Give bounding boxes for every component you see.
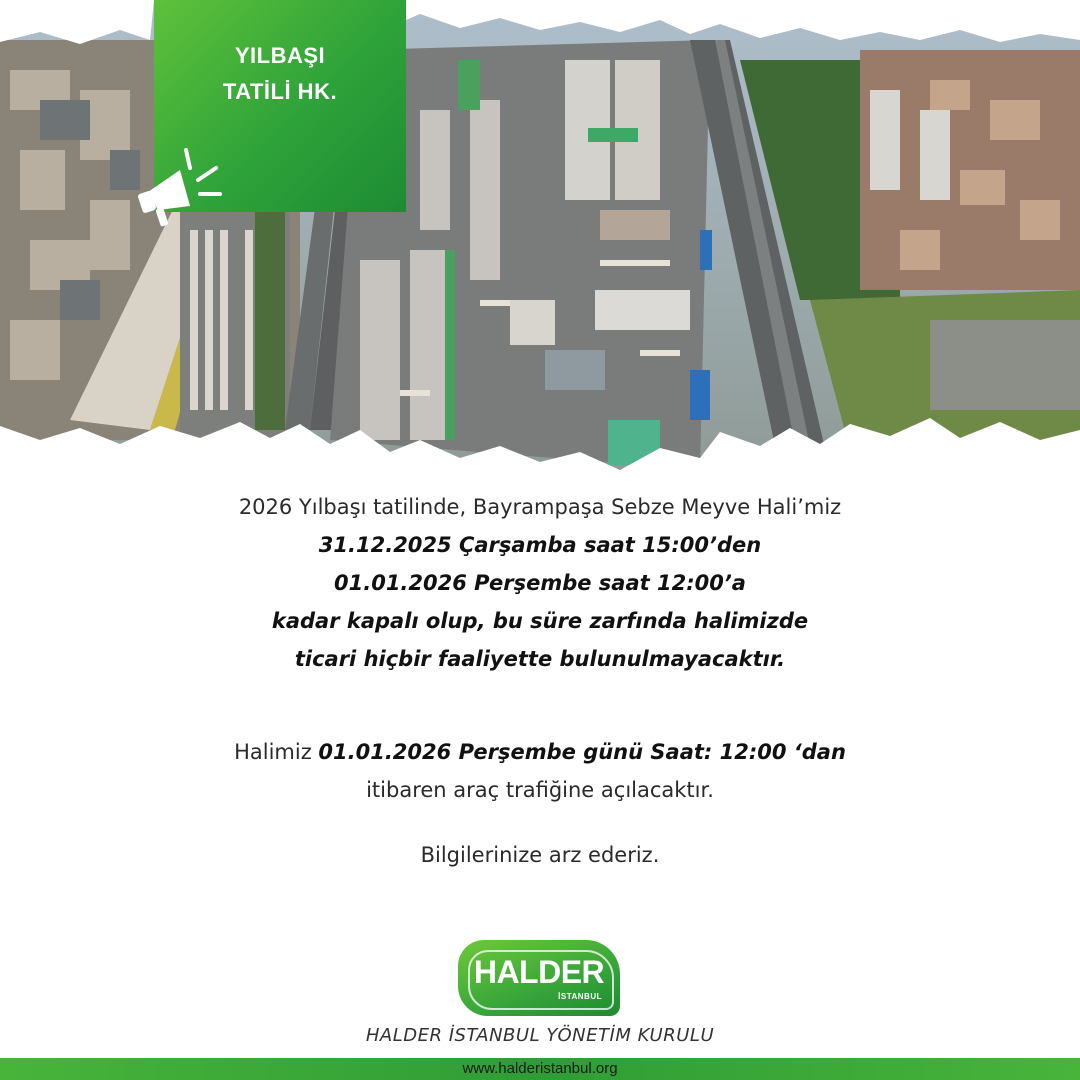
- announcement-paragraph: [60, 488, 1020, 678]
- reopen-line-2: itibaren araç trafiğine açılacaktır.: [366, 778, 714, 802]
- no-activity-line: ticari hiçbir faaliyette bulunulmayacaktır.: [294, 647, 786, 671]
- reopen-line-1: [60, 733, 1020, 771]
- intro-line: 2026 Yılbaşı tatilinde, Bayrampaşa Sebze Meyve Hali’miz: [238, 495, 842, 519]
- badge-line-2: TATİLİ HK.: [222, 79, 338, 104]
- footer-bar: [0, 1058, 1080, 1080]
- closing-start-line: 31.12.2025 Çarşamba saat 15:00’den: [318, 533, 762, 557]
- website-link[interactable]: www.halderistanbul.org: [462, 1060, 618, 1077]
- reopen-prefix: Halimiz: [234, 740, 319, 764]
- closed-period-line: kadar kapalı olup, bu süre zarfında halimizde: [271, 609, 809, 633]
- logo-wordmark: HALDER: [473, 954, 605, 990]
- halder-logo: [458, 940, 620, 1020]
- closing-end-line: 01.01.2026 Perşembe saat 12:00’a: [334, 571, 746, 595]
- reopening-paragraph: [60, 733, 1020, 809]
- reopen-datetime: 01.01.2026 Perşembe günü Saat: 12:00 ‘dan: [318, 740, 846, 764]
- megaphone-icon: [128, 140, 228, 240]
- badge-title: [154, 38, 406, 110]
- closing-line: Bilgilerinize arz ederiz.: [420, 843, 660, 867]
- badge-line-1: YILBAŞI: [234, 43, 326, 68]
- logo-subtitle: İSTANBUL: [558, 992, 602, 1001]
- closing-paragraph: [60, 836, 1020, 874]
- board-signature: HALDER İSTANBUL YÖNETİM KURULU: [365, 1025, 715, 1046]
